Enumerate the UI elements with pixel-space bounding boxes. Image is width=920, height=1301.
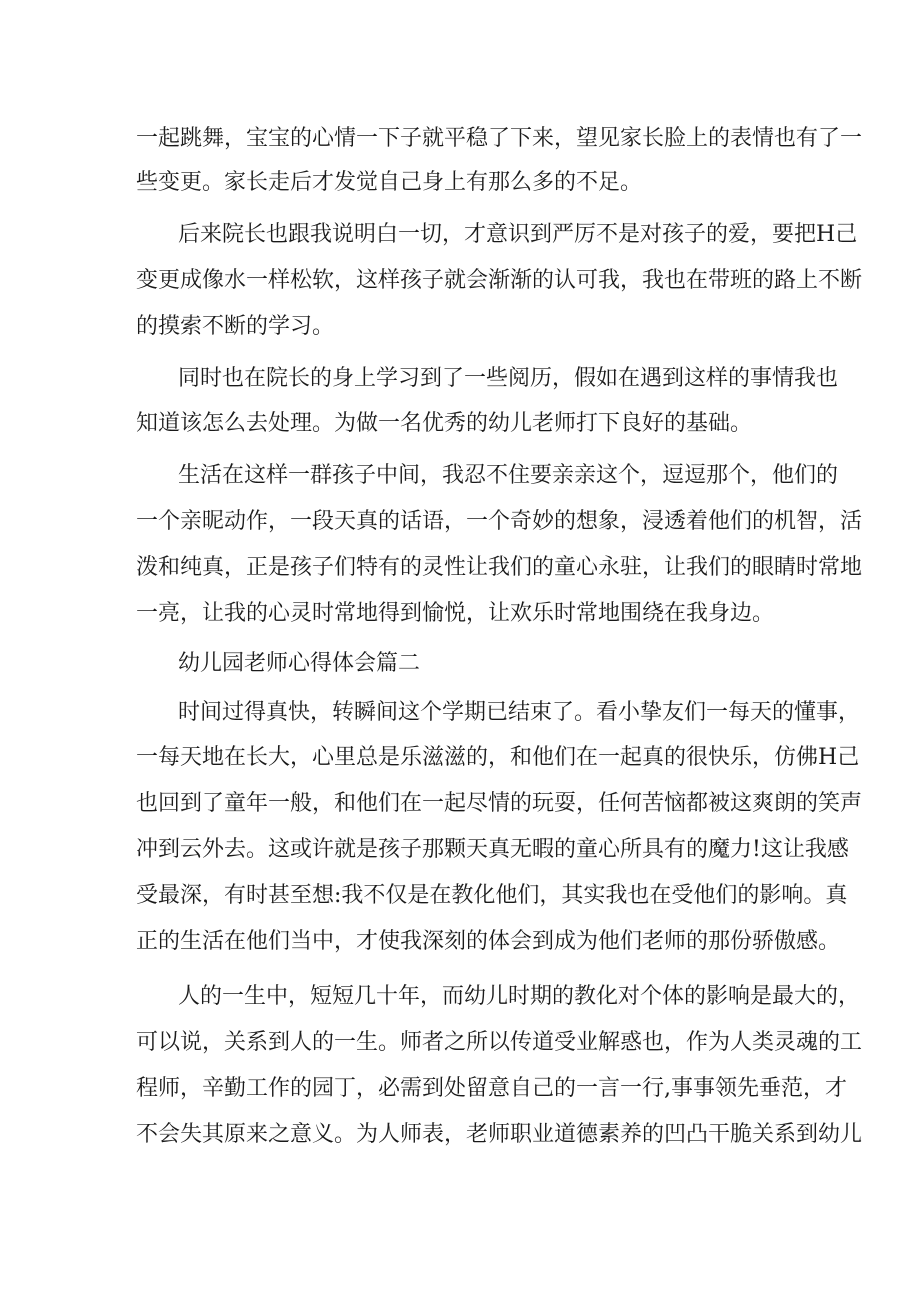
text-line-content: 生活在这样一群孩子中间，我忍不住要亲亲这个，逗逗那个，他们的: [178, 463, 839, 488]
text-line: [0, 830, 920, 870]
text-line-content: 冲到云外去。这或许就是孩子那颗天真无暇的童心所具有的魔力!这让我感: [136, 837, 849, 862]
text-line-content: 也回到了童年一般，和他们在一起尽情的玩耍，任何苦恼都被这爽朗的笑声: [136, 791, 863, 816]
text-line: [0, 977, 920, 1017]
text-line-content: 一亮，让我的心灵时常地得到愉悦，让欢乐时常地围绕在我身边。: [136, 601, 775, 626]
text-line-content: 人的一生中，短短几十年，而幼儿时期的教化对个体的影响是最大的，: [178, 984, 861, 1009]
text-line: [0, 1069, 920, 1109]
text-line-content: 时间过得真快，转瞬间这个学期已结束了。看小挚友们一每天的懂事，: [178, 700, 861, 725]
text-line: [0, 922, 920, 962]
text-line-content: 泼和纯真，正是孩子们特有的灵性让我们的童心永驻，让我们的眼睛时常地: [136, 555, 863, 580]
text-line-content: 一每天地在长大，心里总是乐滋滋的，和他们在一起真的很快乐，仿佛H己: [136, 745, 860, 770]
text-line-content: 变更成像水一样松软，这样孩子就会渐渐的认可我，我也在带班的路上不断: [136, 268, 863, 293]
text-line-content: 一个亲昵动作，一段天真的话语，一个奇妙的想象，浸透着他们的机智，活: [136, 509, 863, 534]
text-line: [0, 738, 920, 778]
text-line: [0, 1115, 920, 1155]
text-line: [0, 693, 920, 733]
text-line-content: 些变更。家长走后才发觉自己身上有那么多的不足。: [136, 170, 643, 195]
text-line: [0, 502, 920, 542]
text-line: [0, 594, 920, 634]
text-line-content: 的摸索不断的学习。: [136, 314, 335, 339]
text-line: [0, 261, 920, 301]
text-line-content: 可以说，关系到人的一生。师者之所以传道受业解惑也，作为人类灵魂的工: [136, 1030, 863, 1055]
text-line-content: 不会失其原来之意义。为人师表，老师职业道德素养的凹凸干脆关系到幼儿: [136, 1122, 863, 1147]
text-line: [0, 404, 920, 444]
section-heading: [0, 644, 920, 684]
text-line: [0, 359, 920, 399]
text-line: [0, 784, 920, 824]
text-line-content: 知道该怎么去处理。为做一名优秀的幼儿老师打下良好的基础。: [136, 411, 753, 436]
text-line-content: 程师，辛勤工作的园丁，必需到处留意自己的一言一行,事事领先垂范，才: [136, 1076, 847, 1101]
text-line-content: 受最深，有时甚至想:我不仅是在教化他们，其实我也在受他们的影响。真: [136, 883, 848, 908]
text-line: [0, 215, 920, 255]
text-line-content: 一起跳舞，宝宝的心情一下子就平稳了下来，望见家长脸上的表情也有了一: [136, 126, 863, 151]
section-heading-text: 幼儿园老师心得体会篇二: [178, 651, 421, 676]
text-line-content: 同时也在院长的身上学习到了一些阅历，假如在遇到这样的事情我也: [178, 366, 839, 391]
text-line: [0, 876, 920, 916]
text-line: [0, 1023, 920, 1063]
text-line: [0, 307, 920, 347]
text-line: [0, 163, 920, 203]
text-line: [0, 548, 920, 588]
text-line: [0, 119, 920, 159]
text-line-content: 正的生活在他们当中，才使我深刻的体会到成为他们老师的那份骄傲感。: [136, 929, 841, 954]
text-line-content: 后来院长也跟我说明白一切，才意识到严厉不是对孩子的爱，要把H己: [178, 222, 858, 247]
text-line: [0, 456, 920, 496]
